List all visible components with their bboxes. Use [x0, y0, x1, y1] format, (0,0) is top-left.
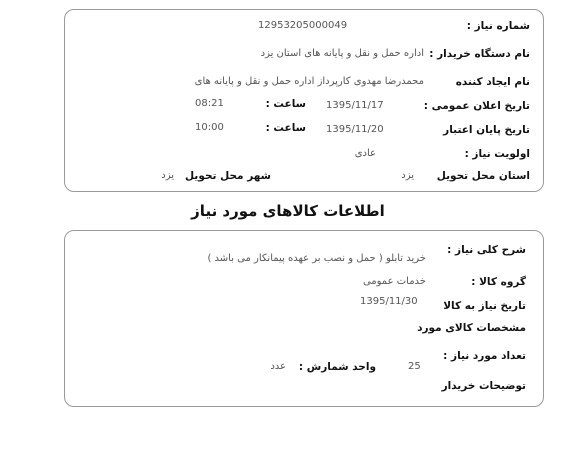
- description-label: شرح کلی نیاز :: [447, 244, 526, 256]
- group: خدمات عمومی: [362, 276, 426, 287]
- buyer-notes-label: توضیحات خریدار: [441, 380, 526, 392]
- expiry-time: 10:00: [195, 122, 224, 133]
- need-date-label: تاریخ نیاز به کالا: [443, 300, 526, 312]
- unit: عدد: [270, 361, 286, 372]
- section-title: اطلاعات کالاهای مورد نیاز: [191, 202, 385, 220]
- unit-label: واحد شمارش :: [298, 361, 376, 373]
- expiry-date-label: تاریخ پایان اعتبار: [443, 124, 530, 136]
- expiry-time-label: ساعت :: [265, 122, 306, 134]
- description: خرید تابلو ( حمل و نصب بر عهده پیمانکار می باشد ): [207, 253, 426, 264]
- announce-date: 1395/11/17: [326, 100, 384, 111]
- specs-label: مشخصات کالای مورد: [417, 322, 526, 334]
- city: یزد: [161, 170, 174, 181]
- buyer: اداره حمل و نقل و پایانه های استان یزد: [260, 48, 424, 59]
- province: یزد: [401, 170, 414, 181]
- need-number-label: شماره نیاز :: [466, 20, 530, 32]
- announce-time: 08:21: [195, 98, 224, 109]
- group-label: گروه کالا :: [471, 276, 526, 288]
- announce-date-label: تاریخ اعلان عمومی :: [423, 100, 530, 112]
- need-number: 12953205000049: [258, 20, 348, 31]
- expiry-date: 1395/11/20: [326, 124, 384, 135]
- quantity-label: تعداد مورد نیاز :: [443, 350, 526, 362]
- city-label: شهر محل تحویل: [185, 170, 271, 182]
- province-label: استان محل تحویل: [436, 170, 530, 182]
- quantity: 25: [408, 361, 421, 372]
- buyer-label: نام دستگاه خریدار :: [429, 48, 530, 60]
- creator-label: نام ایجاد کننده: [455, 76, 530, 88]
- creator: محمدرضا مهدوی کارپرداز اداره حمل و نقل و پایانه های: [194, 76, 424, 87]
- priority: عادی: [354, 148, 376, 159]
- announce-time-label: ساعت :: [265, 98, 306, 110]
- need-date: 1395/11/30: [360, 296, 418, 307]
- priority-label: اولویت نیاز :: [464, 148, 530, 160]
